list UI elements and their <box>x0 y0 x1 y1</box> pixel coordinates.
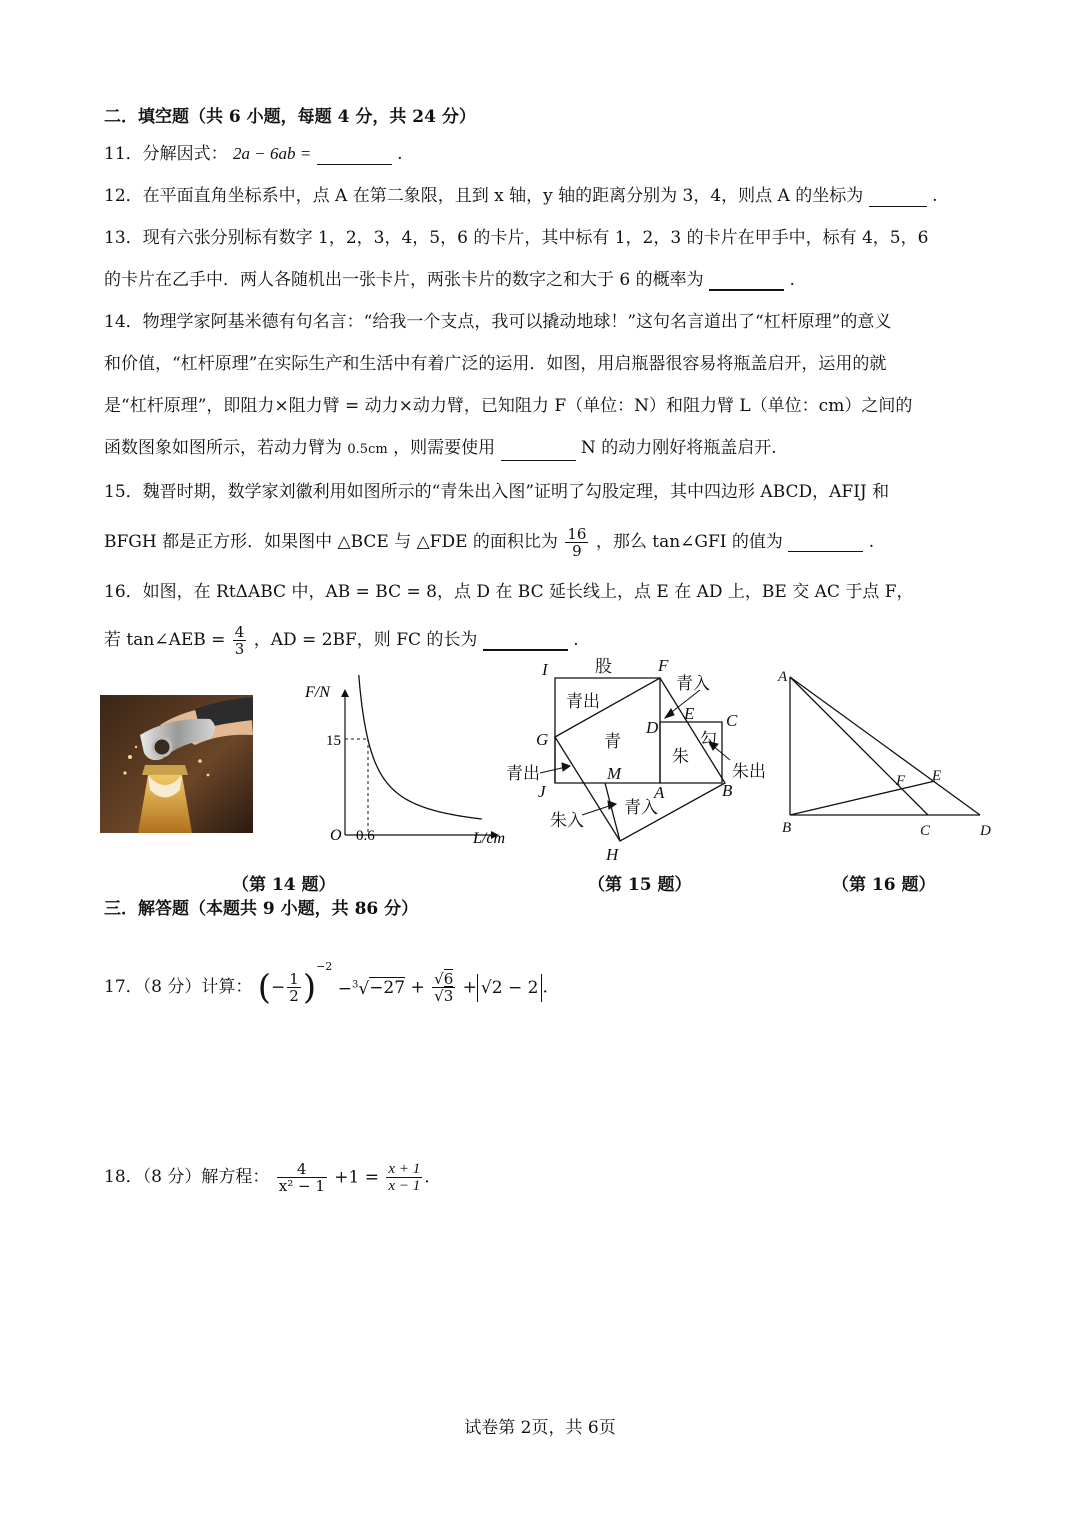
q15-ratio-denominator: 9 <box>572 542 582 560</box>
question-14-line-4 <box>104 437 777 461</box>
q17-right-paren: ) <box>302 967 317 1008</box>
q16-text-b: ，AD = 2BF，则 FC 的长为 <box>253 630 478 650</box>
q16-tan-numerator: 4 <box>234 623 245 641</box>
label-zhuchu: 朱出 <box>732 762 766 781</box>
q14-text-d: N 的动力刚好将瓶盖启开. <box>580 438 777 458</box>
q17-half-denominator: 2 <box>289 987 299 1005</box>
figure-15-qingzhu-diagram <box>500 655 780 865</box>
q16-end: . <box>573 630 579 650</box>
section-3-header: 三．解答题（本题共 9 小题，共 86 分） <box>104 899 419 919</box>
label-D: D <box>980 823 991 839</box>
q13-answer-blank[interactable] <box>709 271 784 291</box>
q18-fraction-2 <box>386 1161 422 1194</box>
question-13-line-2 <box>104 269 795 291</box>
label-G: G <box>536 730 549 749</box>
label-qingru-top: 青入 <box>676 674 710 693</box>
label-gu: 股 <box>595 657 612 676</box>
q11-text: 11．分解因式： <box>104 144 228 164</box>
label-qingchu-top: 青出 <box>566 692 600 711</box>
q11-end: . <box>397 144 403 164</box>
q17-half-fraction <box>287 971 301 1004</box>
figure-16-triangle <box>770 665 1000 845</box>
bottle-opener-illustration <box>100 695 253 833</box>
q16-tan-fraction <box>233 624 247 657</box>
q17-sqrt3: 3 <box>443 987 454 1005</box>
y-tick-label: 15 <box>326 733 341 749</box>
label-E: E <box>932 768 942 784</box>
label-A: A <box>654 783 665 802</box>
y-axis-label: F/N <box>305 684 330 701</box>
label-C: C <box>920 823 931 839</box>
label-F: F <box>658 656 669 675</box>
caption-15: （第 15 题） <box>588 875 692 895</box>
caption-16: （第 16 题） <box>832 875 936 895</box>
label-B: B <box>722 781 733 800</box>
q11-expr: 2a − 6ab = <box>233 144 312 163</box>
q14-arm-value: 0.5cm <box>347 442 388 457</box>
label-J: J <box>538 782 546 801</box>
label-C: C <box>726 711 738 730</box>
q18-f1-denominator: x² − 1 <box>278 1177 325 1195</box>
inverse-function-curve <box>358 675 482 819</box>
q13-text: 的卡片在乙手中．两人各随机出一张卡片，两张卡片的数字之和大于 6 的概率为 <box>104 270 704 290</box>
x-axis-label: L/cm <box>473 830 505 847</box>
q17-absolute-value: √2 − 2 <box>477 974 543 1002</box>
q12-end: . <box>932 186 938 206</box>
q17-cube-root-radicand: −27 <box>369 977 406 998</box>
page-footer: 试卷第 2页，共 6页 <box>464 1418 616 1438</box>
question-16-line-1: 16．如图，在 RtΔABC 中，AB = BC = 8，点 D 在 BC 延长线上，点 E 在 AD 上，BE 交 AC 于点 F， <box>104 582 914 602</box>
q17-half-numerator: 1 <box>289 970 299 988</box>
y-axis-arrow <box>341 689 349 697</box>
q18-fraction-1 <box>277 1161 327 1194</box>
q17-sqrt6: 6 <box>443 970 454 988</box>
segment-ac <box>790 677 928 815</box>
question-14-line-3: 是“杠杆原理”，即阻力×阻力臂 = 动力×动力臂，已知阻力 F（单位：N）和阻力臂 L（单位：cm）之间的 <box>104 396 913 416</box>
q15-answer-blank[interactable] <box>788 533 863 552</box>
question-14-line-2: 和价值，“杠杆原理”在实际生产和生活中有着广泛的运用．如图，用启瓶器很容易将瓶盖启开，运用的就 <box>104 354 887 374</box>
label-D: D <box>646 718 659 737</box>
q12-text: 12．在平面直角坐标系中，点 A 在第二象限，且到 x 轴，y 轴的距离分别为 3，4，则点 A 的坐标为 <box>104 186 864 206</box>
q15-text-b: ，那么 tan∠GFI 的值为 <box>595 532 783 552</box>
q14-text-a: 函数图象如图所示，若动力臂为 <box>104 438 342 458</box>
question-12 <box>104 185 937 207</box>
q16-answer-blank[interactable] <box>483 631 568 651</box>
label-I: I <box>542 660 548 679</box>
q17-exponent: −2 <box>316 960 333 973</box>
label-B: B <box>782 820 792 836</box>
q17-end: . <box>542 977 548 998</box>
graph-14 <box>300 675 520 850</box>
q11-answer-blank[interactable] <box>317 146 392 165</box>
x-tick-label: 0.6 <box>356 828 375 844</box>
q18-text: 18．（8 分）解方程： <box>104 1167 270 1187</box>
q18-plus-one: +1 = <box>334 1167 380 1188</box>
segment-ad <box>790 677 980 815</box>
q16-text-a: 若 tan∠AEB = <box>104 630 226 650</box>
label-qingchu-left: 青出 <box>506 764 540 783</box>
question-11 <box>104 143 402 165</box>
q15-ratio-fraction <box>565 526 588 559</box>
label-E: E <box>684 704 695 723</box>
q14-answer-blank[interactable] <box>501 442 576 461</box>
label-qing: 青 <box>604 732 621 751</box>
q15-end: . <box>868 532 875 552</box>
question-18 <box>104 1153 430 1202</box>
label-M: M <box>607 764 622 783</box>
q18-end: . <box>424 1167 430 1188</box>
question-14-line-1: 14．物理学家阿基米德有句名言：“给我一个支点，我可以撬动地球！”这句名言道出了“杠杆原理”的意义 <box>104 312 892 332</box>
label-zhu: 朱 <box>672 747 689 766</box>
section-2-header: 二．填空题（共 6 小题，每题 4 分，共 24 分） <box>104 107 476 127</box>
segment-zhuru <box>605 783 620 841</box>
question-15-line-1: 15．魏晋时期，数学家刘徽利用如图所示的“青朱出入图”证明了勾股定理，其中四边形 ABCD，AFIJ 和 <box>104 482 890 502</box>
q13-end: . <box>789 270 795 290</box>
question-13-line-1: 13．现有六张分别标有数字 1，2，3，4，5，6 的卡片，其中标有 1，2，3 的卡片在甲手中，标有 4，5，6 <box>104 228 929 248</box>
label-zhuru: 朱入 <box>550 811 584 830</box>
origin-label: O <box>330 827 342 844</box>
q15-text-a: BFGH 都是正方形．如果图中 △BCE 与 △FDE 的面积比为 <box>104 532 558 552</box>
q17-left-paren: ( <box>257 967 272 1008</box>
q12-answer-blank[interactable] <box>869 188 927 207</box>
bottle-opener-photo <box>100 695 253 833</box>
q17-text: 17．（8 分）计算： <box>104 977 253 997</box>
question-17: 17．（8 分）计算： (− $\frac{1}{2}$ )$^{-2}$ −$^3$√−27 + $\frac{√6}{√3}$ + √2 − 2 . <box>104 960 548 1008</box>
caption-14: （第 14 题） <box>232 875 336 895</box>
label-qingru-bottom: 青入 <box>624 798 658 817</box>
label-F: F <box>896 773 906 789</box>
segment-be <box>790 781 935 815</box>
label-gou: 勾 <box>700 730 717 749</box>
q16-tan-denominator: 3 <box>234 640 245 658</box>
label-H: H <box>606 845 619 864</box>
q17-sqrt-fraction: $\frac{√6}{√3}$ <box>434 970 454 1005</box>
question-15-line-2 <box>104 522 874 562</box>
q14-text-c: ，则需要使用 <box>393 438 496 458</box>
q18-f1-numerator: 4 <box>277 1161 327 1178</box>
question-16-line-2 <box>104 620 579 660</box>
label-A: A <box>778 669 788 685</box>
q18-f2-denominator: x − 1 <box>388 1178 421 1194</box>
q15-ratio-numerator: 16 <box>567 525 587 543</box>
q18-f2-numerator: x + 1 <box>388 1161 421 1177</box>
